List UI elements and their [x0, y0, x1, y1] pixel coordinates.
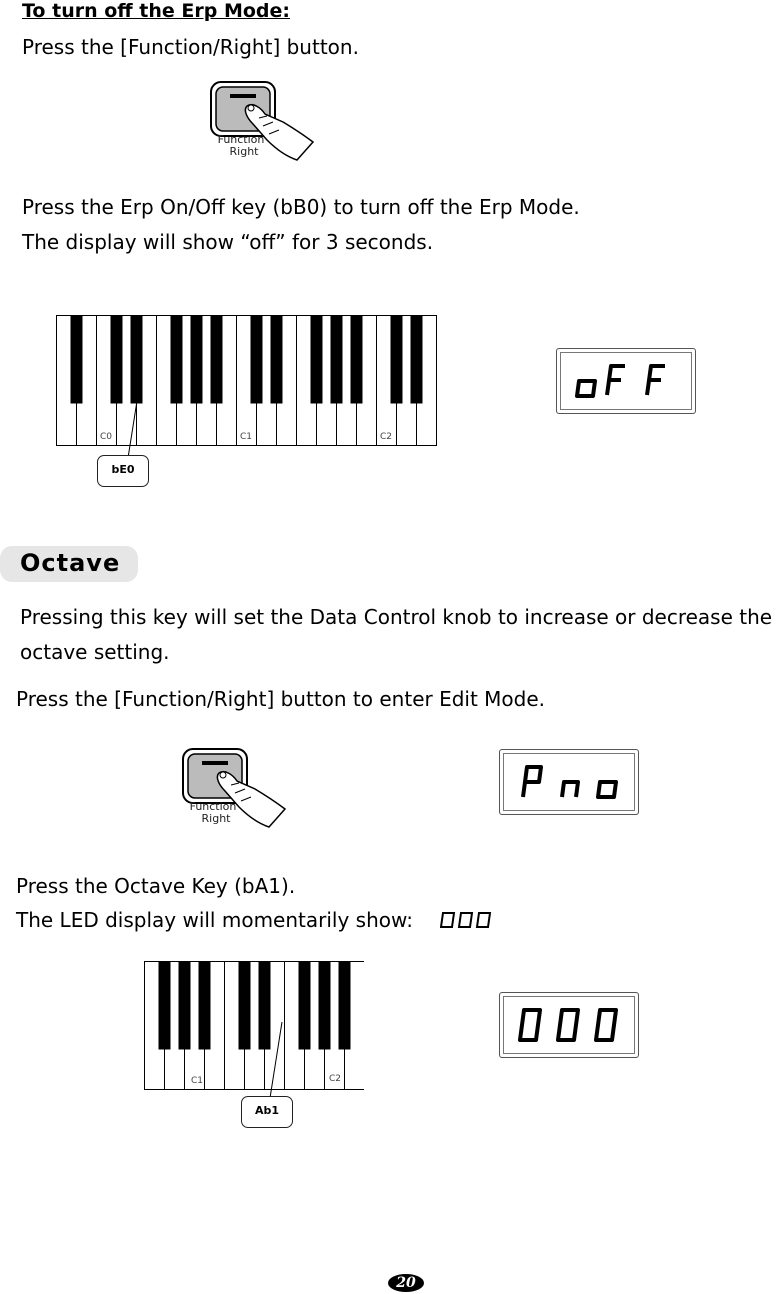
black-key [191, 316, 203, 404]
inline-lcd-readout [440, 910, 494, 930]
button-label-function: Function [189, 800, 237, 813]
black-key [351, 316, 363, 404]
erp-step-2: Press the Erp On/Off key (bB0) to turn off the Erp Mode. [22, 195, 580, 219]
callout-ab1: Ab1 [241, 1096, 293, 1128]
lcd-display-off [556, 348, 696, 414]
key-label-c2: C2 [329, 1074, 342, 1084]
lcd-segments-off [557, 349, 695, 413]
lcd-segments-pno [500, 750, 638, 814]
callout-line-erp [120, 380, 160, 460]
black-key [239, 962, 251, 1050]
erp-step-3: The display will show “off” for 3 seconds. [22, 230, 434, 254]
black-key [251, 316, 263, 404]
lcd-segments-000 [500, 993, 638, 1057]
button-label-function: Function [217, 133, 265, 146]
octave-step-1: Press the [Function/Right] button to enter Edit Mode. [16, 687, 546, 711]
black-key [339, 962, 351, 1050]
black-key [171, 316, 183, 404]
black-key [211, 316, 223, 404]
black-key [299, 962, 311, 1050]
keyboard-erp [56, 315, 452, 447]
keyboard-keys [56, 315, 452, 447]
key-label-c1: C1 [191, 1076, 204, 1086]
callout-be0: bE0 [97, 455, 149, 487]
erp-step-1: Press the [Function/Right] button. [22, 35, 359, 59]
octave-section-header [0, 546, 138, 582]
keyboard-keys [144, 961, 364, 1091]
key-label-c1: C1 [240, 432, 253, 442]
octave-desc-line2: octave setting. [20, 640, 170, 664]
function-right-button-illustration [205, 78, 325, 168]
black-key [331, 316, 343, 404]
black-key [311, 316, 323, 404]
black-key [271, 316, 283, 404]
octave-section-title: Octave [20, 549, 121, 577]
lcd-display-pno [499, 749, 639, 815]
octave-step-3: The LED display will momentarily show: [16, 908, 413, 932]
callout-line-octave [262, 1020, 292, 1100]
erp-off-heading: To turn off the Erp Mode: [22, 0, 291, 22]
octave-desc-line1: Pressing this key will set the Data Control knob to increase or decrease the [20, 605, 773, 629]
black-key [391, 316, 403, 404]
function-right-button-illustration-2 [177, 745, 297, 835]
button-label-right: Right [229, 145, 259, 158]
black-key [71, 316, 83, 404]
black-key [411, 316, 423, 404]
lcd-display-000 [499, 992, 639, 1058]
keyboard-octave [144, 961, 364, 1091]
button-label-right: Right [201, 812, 231, 825]
key-label-c2: C2 [380, 432, 393, 442]
octave-step-2: Press the Octave Key (bA1). [16, 874, 296, 898]
black-key [199, 962, 211, 1050]
page-number: 20 [388, 1274, 424, 1292]
inline-lcd-000 [440, 910, 494, 930]
black-key [179, 962, 191, 1050]
black-key [159, 962, 171, 1050]
key-label-c0: C0 [100, 432, 113, 442]
black-key [319, 962, 331, 1050]
